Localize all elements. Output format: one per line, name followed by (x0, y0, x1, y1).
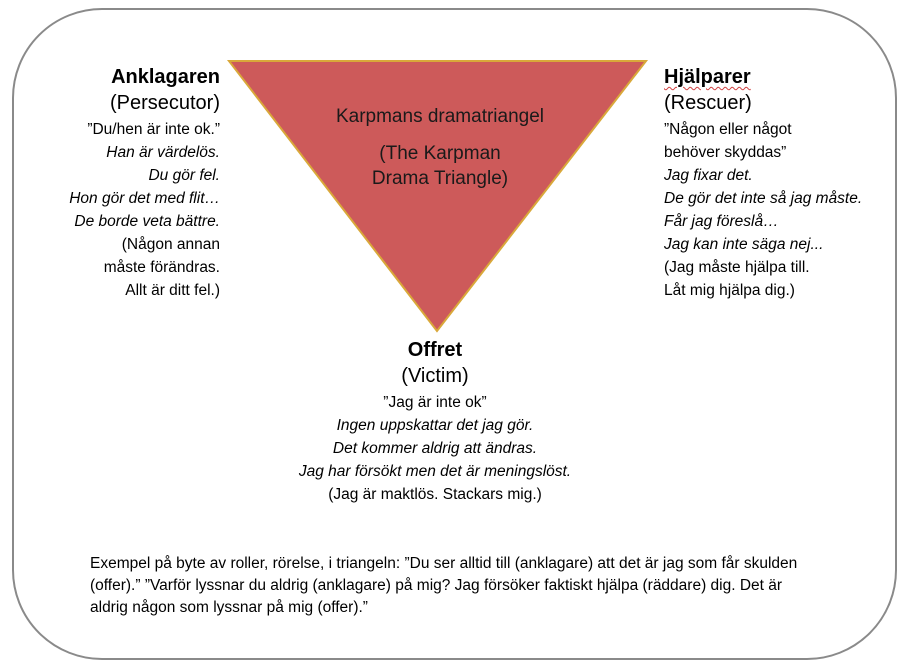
victim-role: (Victim) (401, 365, 469, 387)
persecutor-line: Hon gör det med flit… (69, 190, 220, 207)
rescuer-line: Jag kan inte säga nej... (664, 236, 824, 253)
rescuer-line: ”Någon eller något (664, 121, 792, 138)
persecutor-block (40, 64, 220, 302)
victim-line: ”Jag är inte ok” (383, 394, 487, 411)
persecutor-line: Du gör fel. (148, 167, 220, 184)
rescuer-block (664, 64, 904, 302)
rescuer-name: Hjälparer (664, 66, 751, 88)
persecutor-role: (Persecutor) (109, 92, 220, 114)
victim-line: (Jag är maktlös. Stackars mig.) (328, 486, 542, 503)
rescuer-lines (664, 118, 904, 302)
rescuer-line: De gör det inte så jag måste. (664, 190, 863, 207)
victim-name: Offret (407, 339, 463, 361)
persecutor-name: Anklagaren (111, 66, 220, 88)
triangle-label (290, 104, 590, 191)
persecutor-line: (Någon annan (121, 236, 220, 253)
triangle-subtitle-1: (The Karpman (379, 143, 501, 164)
rescuer-line: Får jag föreslå… (664, 213, 779, 230)
victim-block (255, 337, 615, 506)
rescuer-line: Låt mig hjälpa dig.) (664, 282, 795, 299)
example-text: Exempel på byte av roller, rörelse, i triangeln: ”Du ser alltid till (anklagare) att det är jag som får skulden (offer).” ”Varför lyssnar du aldrig (anklagare) på mig? Jag försöker faktiskt hjälpa (räddare) dig. Det är aldrig någon som lyssnar på mig (offer).” (90, 555, 798, 616)
victim-line: Jag har försökt men det är meningslöst. (298, 463, 572, 480)
triangle-title: Karpmans dramatriangel (335, 106, 545, 127)
persecutor-line: Allt är ditt fel.) (125, 282, 220, 299)
triangle-subtitle-2: Drama Triangle) (371, 168, 509, 189)
rescuer-line: behöver skyddas” (664, 144, 787, 161)
persecutor-line: De borde veta bättre. (74, 213, 220, 230)
victim-lines (255, 391, 615, 506)
persecutor-line: Han är värdelös. (106, 144, 220, 161)
victim-line: Ingen uppskattar det jag gör. (336, 417, 534, 434)
rescuer-role: (Rescuer) (664, 92, 752, 114)
inverted-triangle (229, 61, 646, 331)
rescuer-line: (Jag måste hjälpa till. (664, 259, 810, 276)
victim-line: Det kommer aldrig att ändras. (332, 440, 538, 457)
rescuer-line: Jag fixar det. (664, 167, 753, 184)
persecutor-line: måste förändras. (103, 259, 220, 276)
persecutor-line: ”Du/hen är inte ok.” (87, 121, 220, 138)
persecutor-lines (40, 118, 220, 302)
